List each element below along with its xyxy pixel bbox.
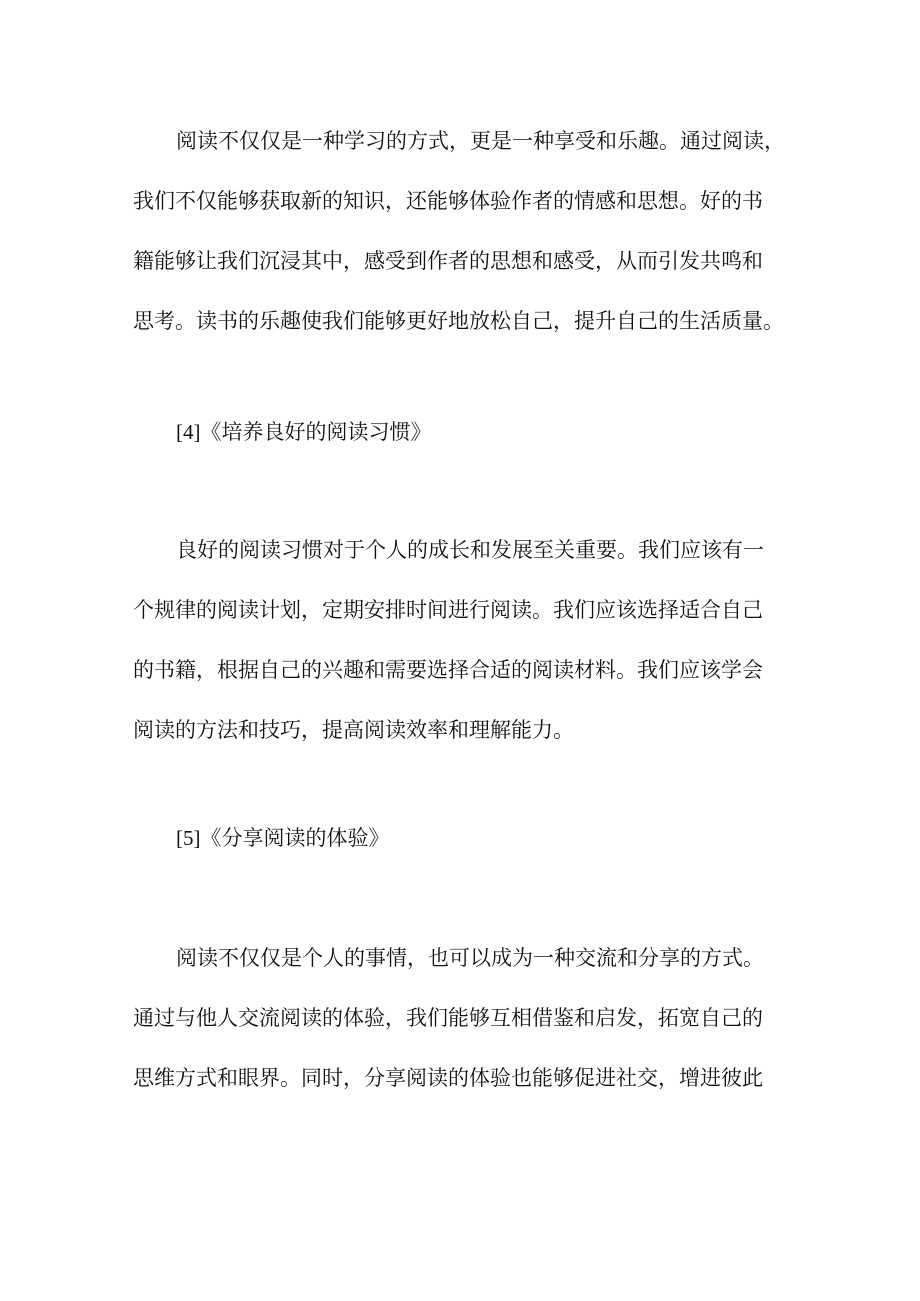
paragraph-line: 思考。读书的乐趣使我们能够更好地放松自己，提升自己的生活质量。 xyxy=(133,309,784,333)
paragraph-line: 阅读不仅仅是一种学习的方式，更是一种享受和乐趣。通过阅读， xyxy=(176,129,785,153)
section-heading-4 xyxy=(176,412,432,452)
paragraph-line: 我们不仅能够获取新的知识，还能够体验作者的情感和思想。好的书 xyxy=(133,189,763,213)
paragraph-line: 阅读的方法和技巧，提高阅读效率和理解能力。 xyxy=(133,718,574,742)
paragraph-line: 思维方式和眼界。同时，分享阅读的体验也能够促进社交，增进彼此 xyxy=(133,1066,763,1090)
paragraph-sharing-experience xyxy=(133,928,793,1108)
paragraph-line: 个规律的阅读计划，定期安排时间进行阅读。我们应该选择适合自己 xyxy=(133,598,763,622)
section-title: 《分享阅读的体验》 xyxy=(200,826,390,850)
paragraph-line: 的书籍，根据自己的兴趣和需要选择合适的阅读材料。我们应该学会 xyxy=(133,658,763,682)
paragraph-line: 通过与他人交流阅读的体验，我们能够互相借鉴和启发，拓宽自己的 xyxy=(133,1006,763,1030)
paragraph-reading-habits xyxy=(133,520,793,760)
paragraph-line: 阅读不仅仅是个人的事情，也可以成为一种交流和分享的方式。 xyxy=(176,946,764,970)
paragraph-line: 籍能够让我们沉浸其中，感受到作者的思想和感受，从而引发共鸣和 xyxy=(133,249,763,273)
paragraph-line: 良好的阅读习惯对于个人的成长和发展至关重要。我们应该有一 xyxy=(176,538,764,562)
section-heading-5 xyxy=(176,818,390,858)
section-number: [5] xyxy=(176,826,201,850)
paragraph-reading-enjoyment xyxy=(133,111,793,351)
section-title: 《培养良好的阅读习惯》 xyxy=(200,420,432,444)
section-number: [4] xyxy=(176,420,201,444)
